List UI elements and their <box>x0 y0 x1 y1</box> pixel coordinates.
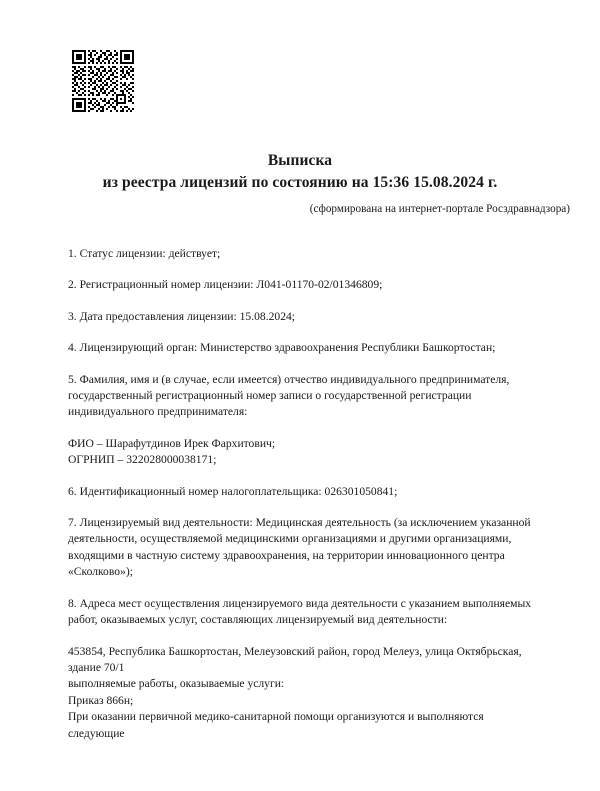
address-line-1: 453854, Республика Башкортостан, Мелеузовский район, город Мелеуз, улица Октябрьская, <box>68 644 522 658</box>
item-licensing-authority: 4. Лицензирующий орган: Министерство здравоохранения Республики Башкортостан; <box>68 341 496 355</box>
licensed-activity-line-2: деятельности, осуществляемой медицинскими организациями и другими организациями, <box>68 532 512 546</box>
entrepreneur-heading-line-3: индивидуального предпринимателя: <box>68 405 248 419</box>
entrepreneur-ogrnip: ОГРНИП – 322028000038171; <box>68 453 217 467</box>
licensed-activity-line-1: 7. Лицензируемый вид деятельности: Медицинская деятельность (за исключением указанной <box>68 516 531 530</box>
item-entrepreneur-details <box>68 436 533 469</box>
entrepreneur-heading-line-2: государственный регистрационный номер записи о государственной регистрации <box>68 389 472 403</box>
page-title <box>0 150 600 194</box>
licensed-activity-line-3: входящими в частную систему здравоохранения, на территории инновационного центра <box>68 548 505 562</box>
item-entrepreneur-name-heading <box>68 372 533 421</box>
title-line-1: Выписка <box>267 152 333 169</box>
address-line-2: здание 70/1 <box>68 660 125 674</box>
licensed-activity-line-4: «Сколково»); <box>68 565 133 579</box>
item-registration-number: 2. Регистрационный номер лицензии: Л041-01170-02/01346809; <box>68 278 383 292</box>
works-services-label: выполняемые работы, оказываемые услуги: <box>68 677 285 691</box>
qr-code <box>72 50 134 112</box>
order-reference: Приказ 866н; <box>68 693 134 707</box>
item-taxpayer-number: 6. Идентификационный номер налогоплательщика: 026301050841; <box>68 484 398 498</box>
services-intro-line: При оказании первичной медико-санитарной помощи организуются и выполняются следующие <box>68 710 484 740</box>
item-license-date: 3. Дата предоставления лицензии: 15.08.2024; <box>68 309 296 323</box>
item-licensed-activity <box>68 515 533 581</box>
document-body <box>68 246 533 742</box>
document-subtitle: (сформирована на интернет-портале Росздравнадзора) <box>309 203 570 215</box>
address-entry <box>68 644 533 742</box>
addresses-heading-line-1: 8. Адреса мест осуществления лицензируемого вида деятельности с указанием выполняемых <box>68 596 532 610</box>
item-activity-addresses-heading <box>68 596 533 629</box>
item-license-status: 1. Статус лицензии: действует; <box>68 247 221 260</box>
entrepreneur-fio: ФИО – Шарафутдинов Ирек Фархитович; <box>68 436 276 450</box>
entrepreneur-heading-line-1: 5. Фамилия, имя и (в случае, если имеется) отчество индивидуального предпринимателя, <box>68 372 510 386</box>
title-line-2: из реестра лицензий по состоянию на 15:36 15.08.2024 г. <box>102 174 498 191</box>
addresses-heading-line-2: работ, оказываемых услуг, составляющих лицензируемый вид деятельности: <box>68 613 448 627</box>
